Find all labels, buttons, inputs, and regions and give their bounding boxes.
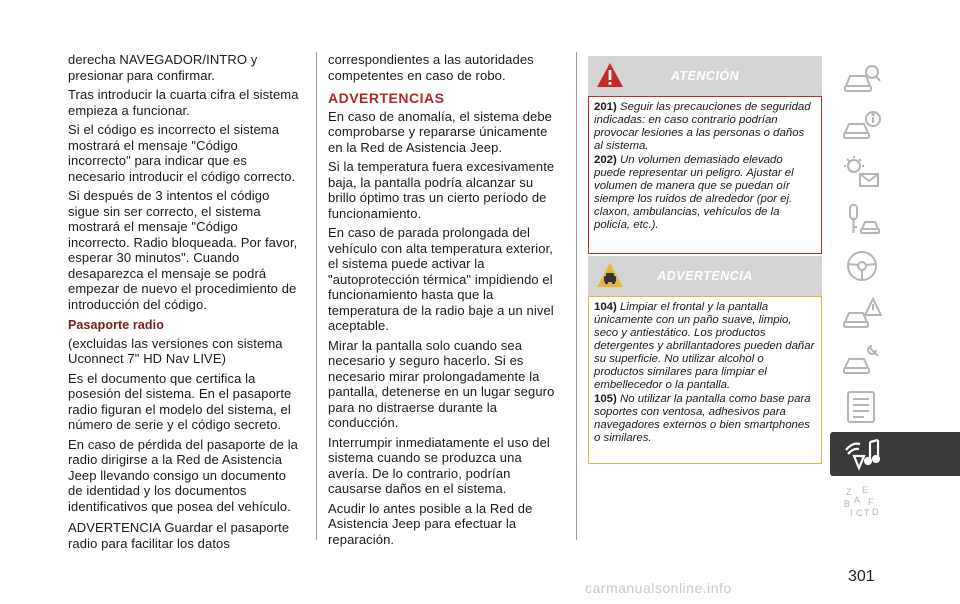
paragraph: Si después de 3 intentos el código sigue sin ser correcto, el sistema mostrará el mensaje "Código incorrecto. Radio bloqueada. Por favor, esperar 30 minutos". Cuando desaparezca el mensaje se podrá empezar de nuevo el procedimiento de introducción del código.	[68, 188, 298, 312]
checklist-icon	[842, 389, 882, 425]
tab-alphabet-index[interactable]	[830, 479, 960, 523]
section-heading: ADVERTENCIAS	[328, 90, 445, 106]
car-service-wrench-icon	[842, 342, 882, 378]
car-crash-warning-icon	[842, 295, 882, 331]
paragraph: Si el código es incorrecto el sistema mostrará el mensaje "Código incorrecto" para indicar que es necesario introducir el código correcto.	[68, 122, 296, 184]
paragraph: En caso de parada prolongada del vehículo con alta temperatura exterior, el sistema puede activar la "autoprotección térmica" impidiendo el funcionamiento hasta que la temperatura de la radio baje a un nivel aceptable.	[328, 225, 554, 333]
tab-checklist[interactable]	[830, 385, 960, 429]
attention-header	[588, 56, 822, 96]
warning-triangle-icon	[596, 62, 624, 88]
warning-box	[588, 256, 822, 464]
tab-car-info[interactable]	[830, 103, 960, 147]
attention-box	[588, 56, 822, 254]
note-number: 104)	[594, 301, 617, 313]
watermark-text: carmanualsonline.info	[585, 580, 732, 596]
svg-text:T: T	[864, 508, 870, 518]
steering-wheel-icon	[842, 248, 882, 284]
svg-text:E: E	[862, 485, 869, 495]
paragraph: Interrumpir inmediatamente el uso del sistema cuando se produzca una avería. De lo contrario, podrían causarse daños en el sistema.	[328, 434, 550, 496]
note-text: Un volumen demasiado elevado puede representar un peligro. Ajustar el volumen de manera que se puedan oír siempre los ruidos de alrededor (por ej. claxon, ambulancias, vehículos de la policía, etc.).	[594, 154, 794, 231]
note-number: 201)	[594, 101, 617, 113]
text-column-middle	[328, 52, 564, 551]
svg-text:B: B	[844, 499, 851, 509]
paragraph: Es el documento que certifica la posesión del sistema. En el pasaporte radio figuran el modelo del sistema, el número de serie y el código secreto.	[68, 370, 292, 432]
car-info-icon	[842, 107, 882, 143]
paragraph: En caso de pérdida del pasaporte de la radio dirigirse a la Red de Asistencia Jeep llevando consigo un documento de identidad y los documentos identificativos que posea del vehículo.	[68, 436, 299, 514]
column-divider	[316, 52, 317, 540]
svg-text:D: D	[872, 507, 879, 517]
note-number: 105)	[594, 393, 617, 405]
tab-car-search[interactable]	[830, 56, 960, 100]
attention-body	[588, 96, 822, 254]
note-text: No utilizar la pantalla como base para soportes con ventosa, adhesivos para navegadores externos o bien smartphones o similares.	[594, 393, 811, 444]
paragraph: En caso de anomalía, el sistema debe comprobarse y repararse únicamente en la Red de Asistencia Jeep.	[328, 108, 553, 155]
svg-text:C: C	[856, 508, 863, 518]
paragraph: derecha NAVEGADOR/INTRO y presionar para confirmar.	[68, 52, 258, 83]
alphabet-index-icon	[842, 483, 882, 519]
chapter-tabs	[830, 56, 960, 526]
svg-text:Z: Z	[846, 487, 852, 497]
car-search-icon	[842, 60, 882, 96]
lights-message-icon	[842, 154, 882, 190]
warning-title: ADVERTENCIA	[657, 269, 753, 283]
paragraph: (excluidas las versiones con sistema Uconnect 7" HD Nav LIVE)	[68, 335, 283, 366]
tab-car-crash-warning[interactable]	[830, 291, 960, 335]
paragraph: ADVERTENCIA Guardar el pasaporte radio para facilitar los datos	[68, 520, 290, 551]
svg-text:I: I	[850, 508, 853, 518]
tab-steering-wheel[interactable]	[830, 244, 960, 288]
car-key-icon	[842, 201, 882, 237]
car-warning-icon	[596, 262, 624, 288]
note-text: Limpiar el frontal y la pantalla únicamente con un paño suave, limpio, seco y antiestático. Los productos detergentes y abrillantadores pueden dañar su superficie. No utilizar alcohol o productos similares para limpiar el embellecedor o la pantalla.	[594, 301, 815, 391]
multimedia-music-icon	[842, 436, 882, 472]
svg-text:A: A	[854, 495, 861, 505]
paragraph: Acudir lo antes posible a la Red de Asistencia Jeep para efectuar la reparación.	[328, 500, 533, 547]
tab-multimedia[interactable]	[830, 432, 960, 476]
svg-text:F: F	[868, 497, 874, 507]
paragraph: correspondientes a las autoridades competentes en caso de robo.	[328, 52, 534, 83]
attention-title: ATENCIÓN	[670, 69, 740, 83]
page-number: 301	[848, 568, 875, 585]
paragraph: Tras introducir la cuarta cifra el sistema empieza a funcionar.	[68, 87, 299, 118]
tab-car-key[interactable]	[830, 197, 960, 241]
tab-lights-message[interactable]	[830, 150, 960, 194]
paragraph: Si la temperatura fuera excesivamente baja, la pantalla podría alcanzar su brillo óptimo tras un cierto período de funcionamiento.	[328, 159, 555, 221]
column-divider	[576, 52, 577, 540]
note-number: 202)	[594, 154, 617, 166]
warning-body	[588, 296, 822, 464]
text-column-left	[68, 52, 300, 555]
section-subheading: Pasaporte radio	[68, 318, 164, 332]
paragraph: Mirar la pantalla solo cuando sea necesario y seguro hacerlo. Si es necesario mirar prolongadamente la pantalla, detenerse en un lugar seguro para no distraerse durante la conducción.	[328, 337, 555, 430]
note-text: Seguir las precauciones de seguridad indicadas: en caso contrario podrían provocar lesiones a las personas o daños al sistema.	[594, 101, 811, 152]
tab-car-service[interactable]	[830, 338, 960, 382]
warning-header	[588, 256, 822, 296]
